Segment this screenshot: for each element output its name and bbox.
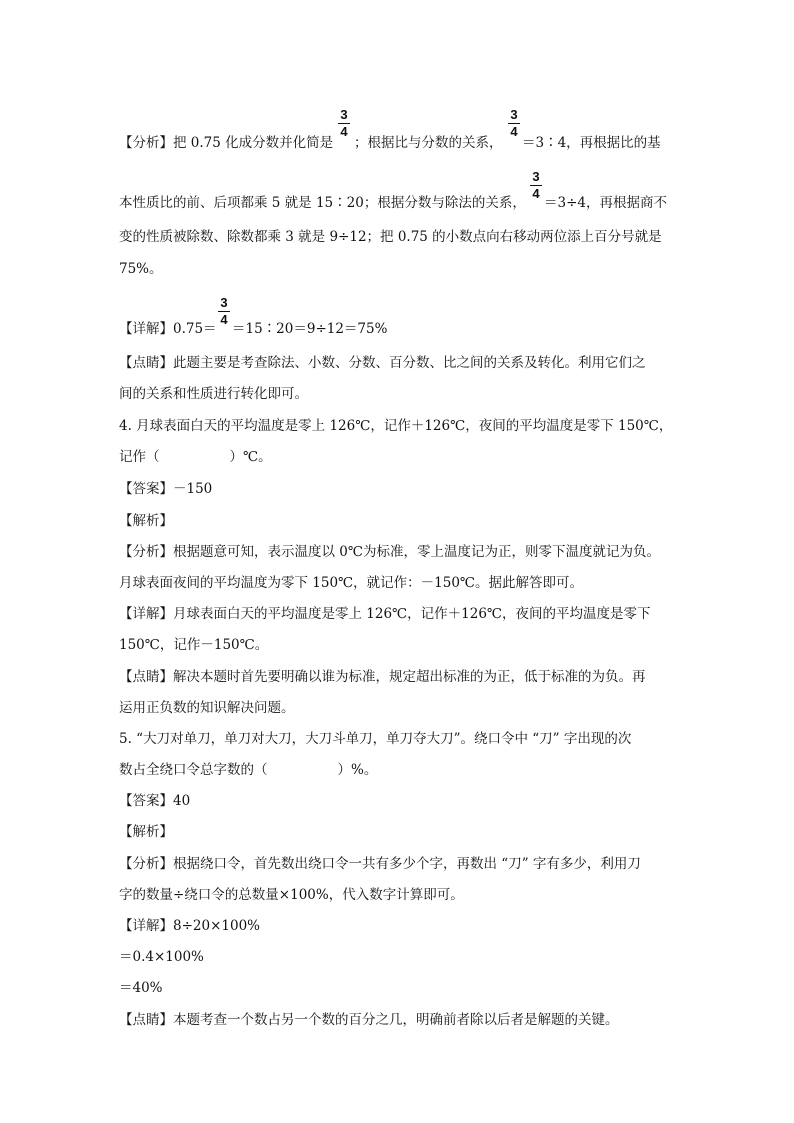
question-4-comment-1: 【点睛】解决本题时首先要明确以谁为标准，规定超出标准的为正，低于标准的为负。再 (119, 669, 646, 685)
question-4-text: 4. 月球表面白天的平均温度是零上 126℃，记作＋126℃，夜间的平均温度是零下 150℃， (119, 418, 673, 434)
fraction-three-quarters: 3 4 (338, 108, 350, 139)
question-5-detail-3: ＝40% (119, 980, 163, 996)
analysis-line-1c: ＝3∶4，再根据比的基 (522, 135, 661, 151)
analysis-line-3: 变的性质被除数、除数都乘 3 就是 9÷12；把 0.75 的小数点向右移动两位添上百分号就是 (119, 229, 662, 245)
fraction-three-quarters: 3 4 (530, 170, 542, 201)
question-5-analysis-2: 字的数量÷绕口令的总数量×100%，代入数字计算即可。 (119, 887, 464, 903)
detail-line: 【详解】0.75＝ (119, 321, 217, 337)
question-5-answer: 【答案】40 (119, 793, 191, 809)
analysis-line-2b: ＝3÷4，再根据商不 (544, 195, 667, 211)
question-4-jiexi: 【解析】 (119, 513, 173, 529)
fraction-three-quarters: 3 4 (508, 108, 520, 139)
analysis-line-1: 【分析】把 0.75 化成分数并化简是 (119, 135, 334, 151)
question-4-analysis-2: 月球表面夜间的平均温度为零下 150℃，就记作：－150℃。据此解答即可。 (119, 575, 584, 591)
question-4-comment-2: 运用正负数的知识解决问题。 (119, 700, 295, 716)
question-5-analysis-1: 【分析】根据绕口令，首先数出绕口令一共有多少个字，再数出 “刀” 字有多少，利用刀 (119, 856, 641, 872)
question-5-jiexi: 【解析】 (119, 824, 173, 840)
comment-line-1: 【点睛】此题主要是考查除法、小数、分数、百分数、比之间的关系及转化。利用它们之 (119, 355, 646, 371)
question-5-detail-2: ＝0.4×100% (119, 949, 204, 965)
question-5-blank-line: 数占全绕口令总字数的（ ）%。 (119, 762, 378, 778)
comment-line-2: 间的关系和性质进行转化即可。 (119, 386, 308, 402)
analysis-line-1b: ；根据比与分数的关系， (354, 135, 503, 151)
question-4-analysis-1: 【分析】根据题意可知，表示温度以 0℃为标准，零上温度记为正，则零下温度就记为负。 (119, 544, 660, 560)
question-5-text: 5. “大刀对单刀，单刀对大刀，大刀斗单刀，单刀夺大刀”。绕口令中 “刀” 字出现的次 (119, 731, 632, 747)
question-4-detail-1: 【详解】月球表面白天的平均温度是零上 126℃，记作＋126℃，夜间的平均温度是零下 (119, 606, 651, 622)
question-4-blank-line: 记作（ ）℃。 (119, 449, 272, 465)
question-4-detail-2: 150℃，记作－150℃。 (119, 637, 269, 653)
analysis-line-2: 本性质比的前、后项都乘 5 就是 15∶20；根据分数与除法的关系， (119, 195, 526, 211)
fraction-three-quarters: 3 4 (218, 296, 230, 327)
question-4-answer: 【答案】－150 (119, 481, 213, 497)
question-5-comment: 【点睛】本题考查一个数占另一个数的百分之几，明确前者除以后者是解题的关键。 (119, 1012, 619, 1028)
analysis-line-4: 75%。 (119, 261, 163, 277)
question-5-detail-1: 【详解】8÷20×100% (119, 918, 260, 934)
detail-line-b: ＝15∶20＝9÷12＝75% (232, 321, 388, 337)
